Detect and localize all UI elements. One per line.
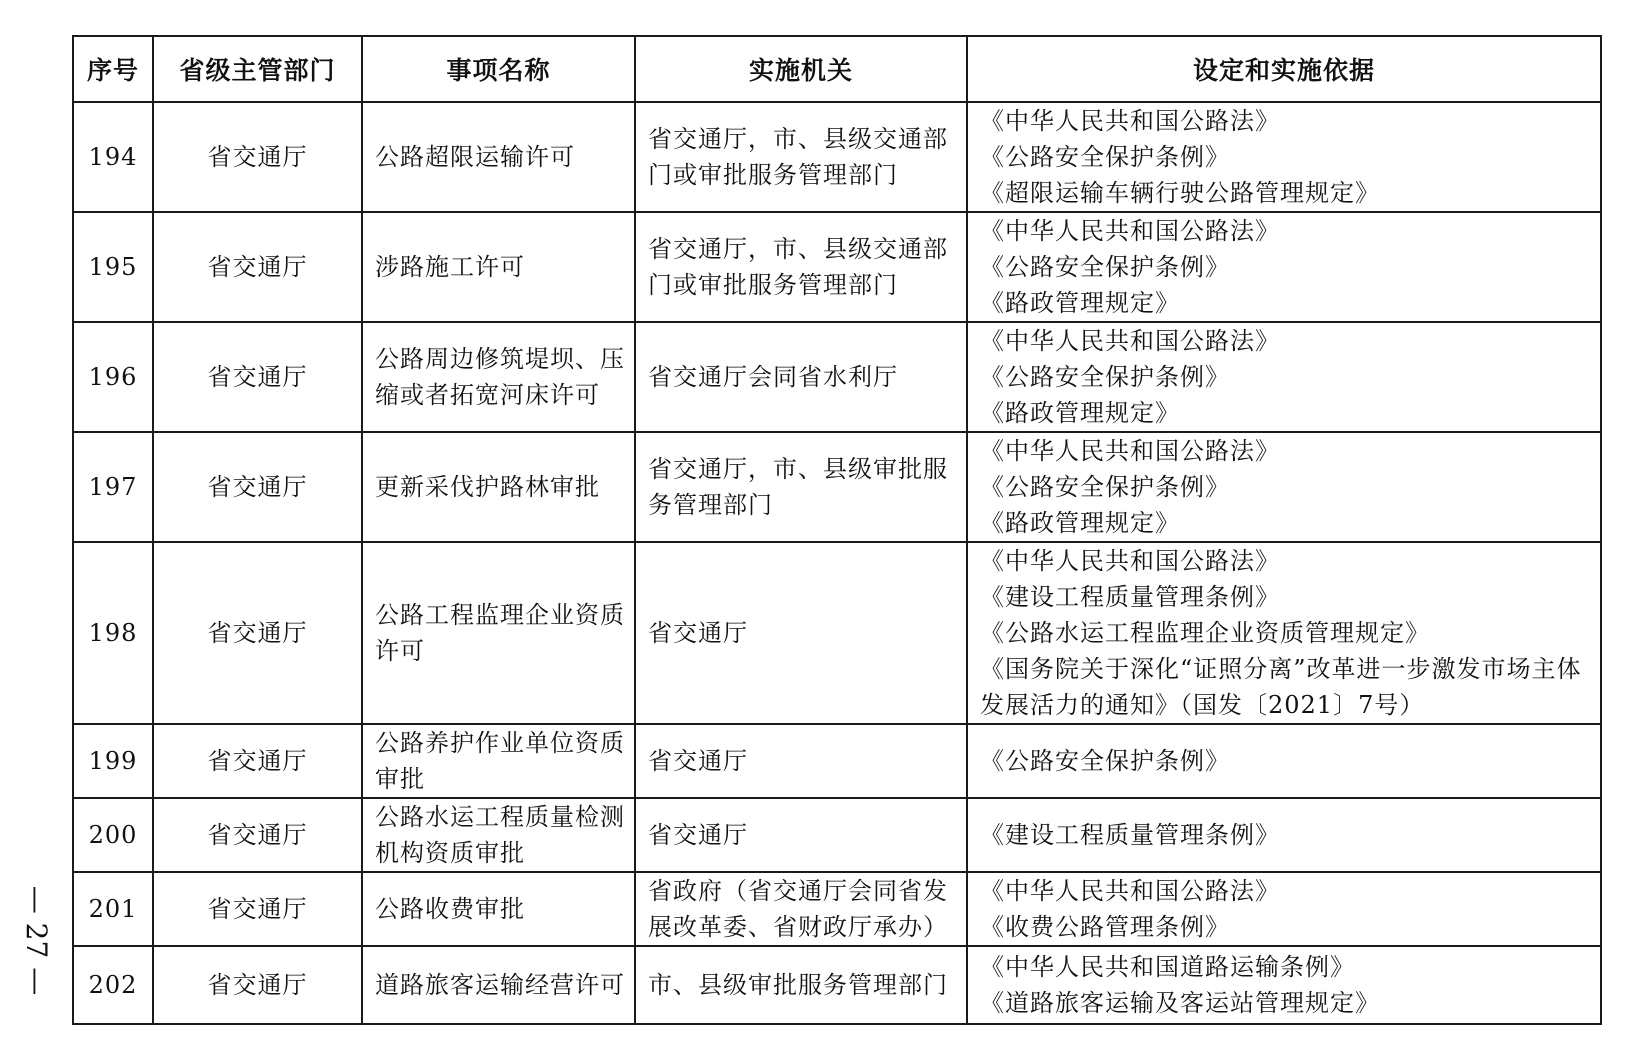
table-row (73, 872, 1601, 946)
row-implementing-agency: 省交通厅，市、县级审批服务管理部门 (635, 432, 967, 542)
row-number: 201 (73, 872, 153, 946)
row-implementing-agency: 市、县级审批服务管理部门 (635, 946, 967, 1024)
basis-line: 《路政管理规定》 (980, 289, 1180, 317)
row-item-name: 公路工程监理企业资质许可 (362, 542, 635, 724)
row-basis (967, 946, 1601, 1024)
basis-line: 《路政管理规定》 (980, 509, 1180, 537)
basis-line: 《公路水运工程监理企业资质管理规定》 (980, 619, 1430, 647)
row-department: 省交通厅 (153, 542, 362, 724)
row-basis (967, 798, 1601, 872)
row-item-name: 公路超限运输许可 (362, 102, 635, 212)
header-dept: 省级主管部门 (153, 36, 362, 102)
header-item: 事项名称 (362, 36, 635, 102)
row-number: 202 (73, 946, 153, 1024)
basis-line: 《公路安全保护条例》 (980, 253, 1230, 281)
row-implementing-agency: 省政府（省交通厅会同省发展改革委、省财政厅承办） (635, 872, 967, 946)
table-row (73, 946, 1601, 1024)
basis-line: 《公路安全保护条例》 (980, 363, 1230, 391)
row-item-name: 公路水运工程质量检测机构资质审批 (362, 798, 635, 872)
row-number: 199 (73, 724, 153, 798)
row-number: 198 (73, 542, 153, 724)
row-item-name: 涉路施工许可 (362, 212, 635, 322)
table-row (73, 542, 1601, 724)
row-department: 省交通厅 (153, 946, 362, 1024)
basis-line: 《中华人民共和国公路法》 (980, 437, 1280, 465)
row-number: 196 (73, 322, 153, 432)
row-basis (967, 724, 1601, 798)
table-row (73, 102, 1601, 212)
row-department: 省交通厅 (153, 872, 362, 946)
table-row (73, 798, 1601, 872)
basis-line: 《公路安全保护条例》 (980, 747, 1230, 775)
basis-line: 《建设工程质量管理条例》 (980, 583, 1280, 611)
row-item-name: 公路收费审批 (362, 872, 635, 946)
basis-line: 《中华人民共和国公路法》 (980, 217, 1280, 245)
basis-line: 《超限运输车辆行驶公路管理规定》 (980, 179, 1380, 207)
regulation-table (72, 35, 1602, 1025)
row-department: 省交通厅 (153, 322, 362, 432)
table-row (73, 322, 1601, 432)
basis-line: 《公路安全保护条例》 (980, 473, 1230, 501)
basis-line: 《建设工程质量管理条例》 (980, 821, 1280, 849)
row-implementing-agency: 省交通厅，市、县级交通部门或审批服务管理部门 (635, 212, 967, 322)
page-number-text: — 27 — (20, 885, 54, 995)
header-org: 实施机关 (635, 36, 967, 102)
row-basis (967, 212, 1601, 322)
row-item-name: 公路养护作业单位资质审批 (362, 724, 635, 798)
basis-line: 《中华人民共和国道路运输条例》 (980, 953, 1355, 981)
row-implementing-agency: 省交通厅会同省水利厅 (635, 322, 967, 432)
basis-line: 《道路旅客运输及客运站管理规定》 (980, 989, 1380, 1017)
row-implementing-agency: 省交通厅，市、县级交通部门或审批服务管理部门 (635, 102, 967, 212)
row-department: 省交通厅 (153, 102, 362, 212)
basis-line: 《中华人民共和国公路法》 (980, 107, 1280, 135)
basis-line: 《公路安全保护条例》 (980, 143, 1230, 171)
row-basis (967, 542, 1601, 724)
row-implementing-agency: 省交通厅 (635, 542, 967, 724)
row-basis (967, 102, 1601, 212)
row-number: 194 (73, 102, 153, 212)
row-basis (967, 872, 1601, 946)
basis-line: 《收费公路管理条例》 (980, 913, 1230, 941)
basis-line: 《国务院关于深化“证照分离”改革进一步激发市场主体发展活力的通知》（国发〔2021〕7号） (980, 655, 1582, 719)
row-department: 省交通厅 (153, 798, 362, 872)
header-basis: 设定和实施依据 (967, 36, 1601, 102)
row-department: 省交通厅 (153, 724, 362, 798)
basis-line: 《中华人民共和国公路法》 (980, 547, 1280, 575)
row-implementing-agency: 省交通厅 (635, 798, 967, 872)
row-item-name: 更新采伐护路林审批 (362, 432, 635, 542)
basis-line: 《路政管理规定》 (980, 399, 1180, 427)
row-item-name: 公路周边修筑堤坝、压缩或者拓宽河床许可 (362, 322, 635, 432)
row-basis (967, 432, 1601, 542)
row-department: 省交通厅 (153, 212, 362, 322)
basis-line: 《中华人民共和国公路法》 (980, 327, 1280, 355)
table-row (73, 432, 1601, 542)
row-number: 195 (73, 212, 153, 322)
row-basis (967, 322, 1601, 432)
row-item-name: 道路旅客运输经营许可 (362, 946, 635, 1024)
table-row (73, 212, 1601, 322)
table-row (73, 724, 1601, 798)
table-header-row (73, 36, 1601, 102)
row-department: 省交通厅 (153, 432, 362, 542)
row-implementing-agency: 省交通厅 (635, 724, 967, 798)
page-number (12, 880, 62, 1000)
basis-line: 《中华人民共和国公路法》 (980, 877, 1280, 905)
row-number: 197 (73, 432, 153, 542)
row-number: 200 (73, 798, 153, 872)
table-body (73, 102, 1601, 1024)
header-num: 序号 (73, 36, 153, 102)
